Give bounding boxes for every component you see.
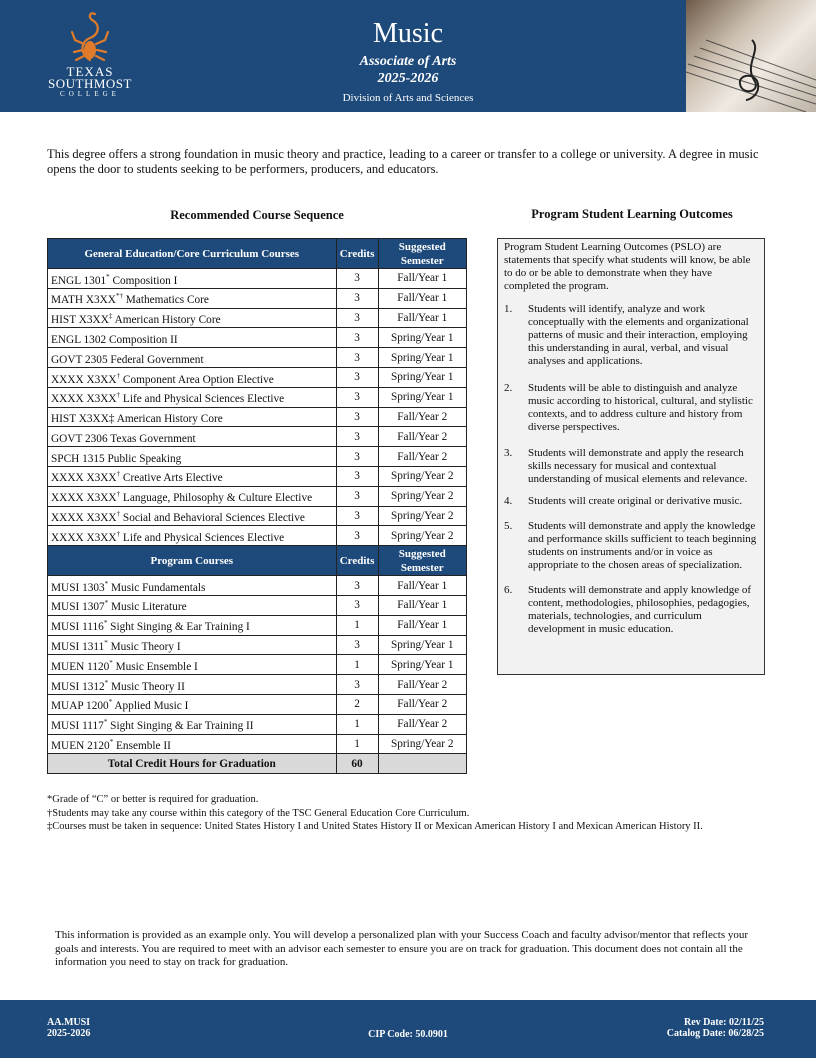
total-blank [378,754,466,774]
footnote-grade: *Grade of “C” or better is required for graduation. [47,794,259,805]
course-mark: * [104,678,109,687]
program-description: This degree offers a strong foundation in music theory and practice, leading to a career or transfer to a college or university. A degree in music opens the door to students seeking to be performers, producers, and educators. [47,147,759,176]
course-row [48,526,467,546]
course-cell [48,486,337,506]
course-title: Music Theory I [110,640,181,653]
course-code: MUSI 1116 [51,621,104,634]
pslo-item [504,447,758,486]
footnotes [47,793,787,834]
course-credits: 3 [336,427,378,447]
pslo-number: 6. [504,584,513,596]
division-name: Division of Arts and Sciences [342,92,474,104]
course-semester: Fall/Year 2 [378,407,466,427]
course-cell [48,367,337,387]
course-row [48,506,467,526]
course-semester: Spring/Year 2 [378,506,466,526]
course-title: Public Speaking [107,452,182,465]
course-code: HIST X3XX [51,313,109,326]
course-semester: Fall/Year 1 [378,288,466,308]
pslo-number: 5. [504,520,513,532]
course-row [48,269,467,289]
course-credits: 3 [336,269,378,289]
pslo-heading: Program Student Learning Outcomes [531,207,733,221]
course-code: MUSI 1311 [51,640,105,653]
course-title: Life and Physical Sciences Elective [122,531,285,544]
course-title: Social and Behavioral Sciences Elective [122,511,305,524]
course-semester: Spring/Year 2 [378,526,466,546]
gen-ed-header-col-2: Suggested Semester [378,239,466,269]
course-title: Music Fundamentals [111,581,206,594]
course-code: XXXX X3XX [51,373,117,386]
course-row [48,714,467,734]
course-code: ENGL 1301 [51,274,107,287]
course-title: Creative Arts Elective [122,472,223,485]
course-cell [48,427,337,447]
course-row [48,348,467,368]
pslo-item [504,520,758,572]
program-header-col-2: Suggested Semester [378,546,466,576]
course-title: Music Theory II [111,680,185,693]
footnote-sequence: ‡Courses must be taken in sequence: United States History I and United States History II or Mexican American History I and Mexican American History II. [47,821,703,832]
pslo-text: Students will create original or derivative music. [528,495,743,507]
course-semester: Spring/Year 1 [378,348,466,368]
course-mark: * [109,738,114,747]
course-title: American History Core [116,412,223,425]
course-semester: Spring/Year 1 [378,367,466,387]
course-sequence-table [47,238,467,774]
logo-text-southmost: SOUTHMOST [48,76,132,91]
pslo-text: Students will identify, analyze and work conceptually with the elements and organizational patterns of music and their interaction, employing this understanding in aural, verbal, and visual analyses and applications. [528,303,749,367]
course-code: MUSI 1303 [51,581,105,594]
catalog-date: Catalog Date: 06/28/25 [666,1028,764,1039]
course-credits: 3 [336,348,378,368]
course-semester: Spring/Year 1 [378,387,466,407]
college-logo [40,10,140,96]
pslo-item [504,584,758,636]
course-code: SPCH 1315 [51,452,105,465]
course-semester: Fall/Year 1 [378,576,466,596]
scorpion-icon [70,10,110,62]
course-cell [48,387,337,407]
course-title: Ensemble II [116,739,171,752]
degree-subtitle: Associate of Arts [359,54,457,69]
course-cell [48,447,337,467]
course-semester: Spring/Year 1 [378,655,466,675]
course-mark: * [104,639,108,648]
course-cell [48,328,337,348]
program-header-col-0: Program Courses [48,546,337,576]
course-semester: Fall/Year 2 [378,694,466,714]
course-mark: * [103,718,108,727]
course-cell [48,615,337,635]
course-credits: 3 [336,387,378,407]
course-credits: 3 [336,675,378,695]
course-semester: Spring/Year 2 [378,486,466,506]
course-row [48,427,467,447]
logo-text-college: COLLEGE [60,90,120,98]
pslo-box [497,238,765,675]
course-code: MUEN 2120 [51,739,110,752]
course-credits: 3 [336,635,378,655]
course-credits: 3 [336,486,378,506]
course-cell [48,407,337,427]
course-code: XXXX X3XX [51,531,117,544]
course-code: MUSI 1312 [51,680,105,693]
course-credits: 3 [336,466,378,486]
course-code: MUSI 1117 [51,720,104,733]
course-code: MUAP 1200 [51,700,109,713]
course-credits: 3 [336,367,378,387]
course-cell [48,526,337,546]
course-credits: 3 [336,328,378,348]
course-title: Mathematics Core [125,294,209,307]
course-credits: 1 [336,655,378,675]
program-header [48,546,467,576]
disclaimer: This information is provided as an example only. You will develop a personalized plan with your Success Coach and faculty advisor/mentor that reflects your goals and interests. You are required to meet with an advisor each semester to ensure you are on track for graduation. This document does not contain all the information you need to stay on track for graduation. [55,929,749,968]
course-row [48,308,467,328]
course-title: Composition I [112,274,178,287]
course-cell [48,288,337,308]
footnote-core: †Students may take any course within this category of the TSC General Education Core Curriculum. [47,807,470,819]
course-cell [48,308,337,328]
pslo-number: 3. [504,447,513,459]
pslo-item [504,382,758,434]
course-row [48,635,467,655]
page-header [0,0,816,112]
course-code: XXXX X3XX [51,492,117,505]
program-header-col-1: Credits [336,546,378,576]
course-credits: 3 [336,308,378,328]
pslo-intro: Program Student Learning Outcomes (PSLO) are statements that specify what students will know, be able to do or be able to demonstrate when they have completed the program. [504,241,751,292]
program-code: AA.MUSI [47,1017,91,1028]
course-semester: Fall/Year 2 [378,714,466,734]
course-cell [48,675,337,695]
course-cell [48,635,337,655]
course-cell [48,269,337,289]
pslo-item [504,303,758,368]
course-row [48,387,467,407]
gen-ed-header [48,239,467,269]
music-staff-photo [686,0,816,112]
course-mark: * [108,698,113,707]
pslo-text: Students will be able to distinguish and analyze music according to historical, cultural, and stylistic contexts, and to address culture and history from diverse perspectives. [528,382,753,433]
course-code: XXXX X3XX [51,393,117,406]
course-code: HIST X3XX‡ [51,412,115,425]
course-mark: * [103,619,108,628]
course-credits: 3 [336,595,378,615]
course-title: Music Literature [111,601,187,614]
course-row [48,675,467,695]
pslo-item [504,495,758,508]
course-mark: † [116,510,121,519]
total-credits: 60 [336,754,378,774]
course-semester: Spring/Year 1 [378,328,466,348]
course-title: Music Ensemble I [115,660,198,673]
course-semester: Spring/Year 1 [378,635,466,655]
course-code: XXXX X3XX [51,472,117,485]
course-credits: 1 [336,734,378,754]
course-row [48,288,467,308]
course-credits: 3 [336,447,378,467]
course-mark: † [116,490,121,499]
course-row [48,367,467,387]
pslo-number: 1. [504,303,513,315]
pslo-list [504,303,758,636]
course-credits: 3 [336,526,378,546]
course-cell [48,506,337,526]
course-cell [48,655,337,675]
course-row [48,407,467,427]
course-title: American History Core [114,313,221,326]
course-cell [48,348,337,368]
rev-date: Rev Date: 02/11/25 [684,1017,764,1028]
course-mark: † [116,371,121,380]
course-mark: * [106,272,110,281]
course-semester: Fall/Year 1 [378,308,466,328]
pslo-text: Students will demonstrate and apply the research skills necessary for musical and contextual understanding of musical elements and relevance. [528,447,748,485]
course-code: GOVT 2305 [51,353,108,366]
course-semester: Fall/Year 2 [378,447,466,467]
course-cell [48,576,337,596]
course-mark: * [109,658,113,667]
course-mark: † [116,470,121,479]
course-row [48,694,467,714]
course-code: XXXX X3XX [51,511,117,524]
course-credits: 2 [336,694,378,714]
treble-clef-icon [686,0,816,112]
course-title: Sight Singing & Ear Training II [110,720,254,733]
page-title: Music [373,18,443,49]
course-code: MUEN 1120 [51,660,110,673]
course-title: Life and Physical Sciences Elective [122,393,285,406]
cip-code: CIP Code: 50.0901 [368,1029,448,1040]
course-credits: 3 [336,288,378,308]
course-row [48,615,467,635]
course-credits: 3 [336,576,378,596]
course-cell [48,466,337,486]
course-semester: Fall/Year 1 [378,269,466,289]
course-semester: Spring/Year 2 [378,734,466,754]
gen-ed-header-col-1: Credits [336,239,378,269]
course-title: Component Area Option Elective [122,373,274,386]
course-title: Federal Government [110,353,204,366]
course-semester: Fall/Year 2 [378,427,466,447]
course-row [48,595,467,615]
course-code: ENGL 1302 [51,333,107,346]
course-row [48,447,467,467]
course-row [48,466,467,486]
course-cell [48,734,337,754]
pslo-text: Students will demonstrate and apply knowledge of content, methodologies, philosophies, pedagogies, materials, technologies, and curriculum development in music education. [528,584,752,635]
course-title: Sight Singing & Ear Training I [110,621,250,634]
course-title: Applied Music I [114,700,189,713]
course-row [48,734,467,754]
course-row [48,328,467,348]
course-title: Texas Government [110,432,196,445]
course-code: MUSI 1307 [51,601,105,614]
course-cell [48,694,337,714]
course-semester: Fall/Year 1 [378,615,466,635]
page-footer [0,1000,816,1058]
course-semester: Fall/Year 1 [378,595,466,615]
course-credits: 3 [336,407,378,427]
pslo-number: 2. [504,382,513,394]
total-label: Total Credit Hours for Graduation [48,754,337,774]
course-code: GOVT 2306 [51,432,108,445]
logo-text-texas: TEXAS [66,64,114,79]
course-cell [48,595,337,615]
course-credits: 1 [336,714,378,734]
pslo-number: 4. [504,495,513,507]
catalog-year: 2025-2026 [377,71,439,86]
pslo-text: Students will demonstrate and apply the knowledge and performance skills sufficient to teach beginning students on instruments and/or in voice as appropriate to the chosen areas of specialization. [528,520,757,571]
course-code: MATH X3XX [51,294,116,307]
course-cell [48,714,337,734]
course-row [48,486,467,506]
course-semester: Spring/Year 2 [378,466,466,486]
total-row [48,754,467,774]
course-title: Composition II [108,333,178,346]
gen-ed-header-col-0: General Education/Core Curriculum Courses [48,239,337,269]
course-sequence-heading: Recommended Course Sequence [170,208,344,222]
footer-year: 2025-2026 [47,1028,91,1039]
course-row [48,655,467,675]
course-mark: * [104,599,109,608]
course-semester: Fall/Year 2 [378,675,466,695]
course-credits: 3 [336,506,378,526]
course-credits: 1 [336,615,378,635]
course-title: Language, Philosophy & Culture Elective [122,492,313,505]
course-mark: * [104,579,109,588]
course-mark: ‡ [108,312,113,321]
course-mark: † [116,391,121,400]
course-mark: *† [115,292,123,301]
course-mark: † [116,529,121,538]
course-row [48,576,467,596]
